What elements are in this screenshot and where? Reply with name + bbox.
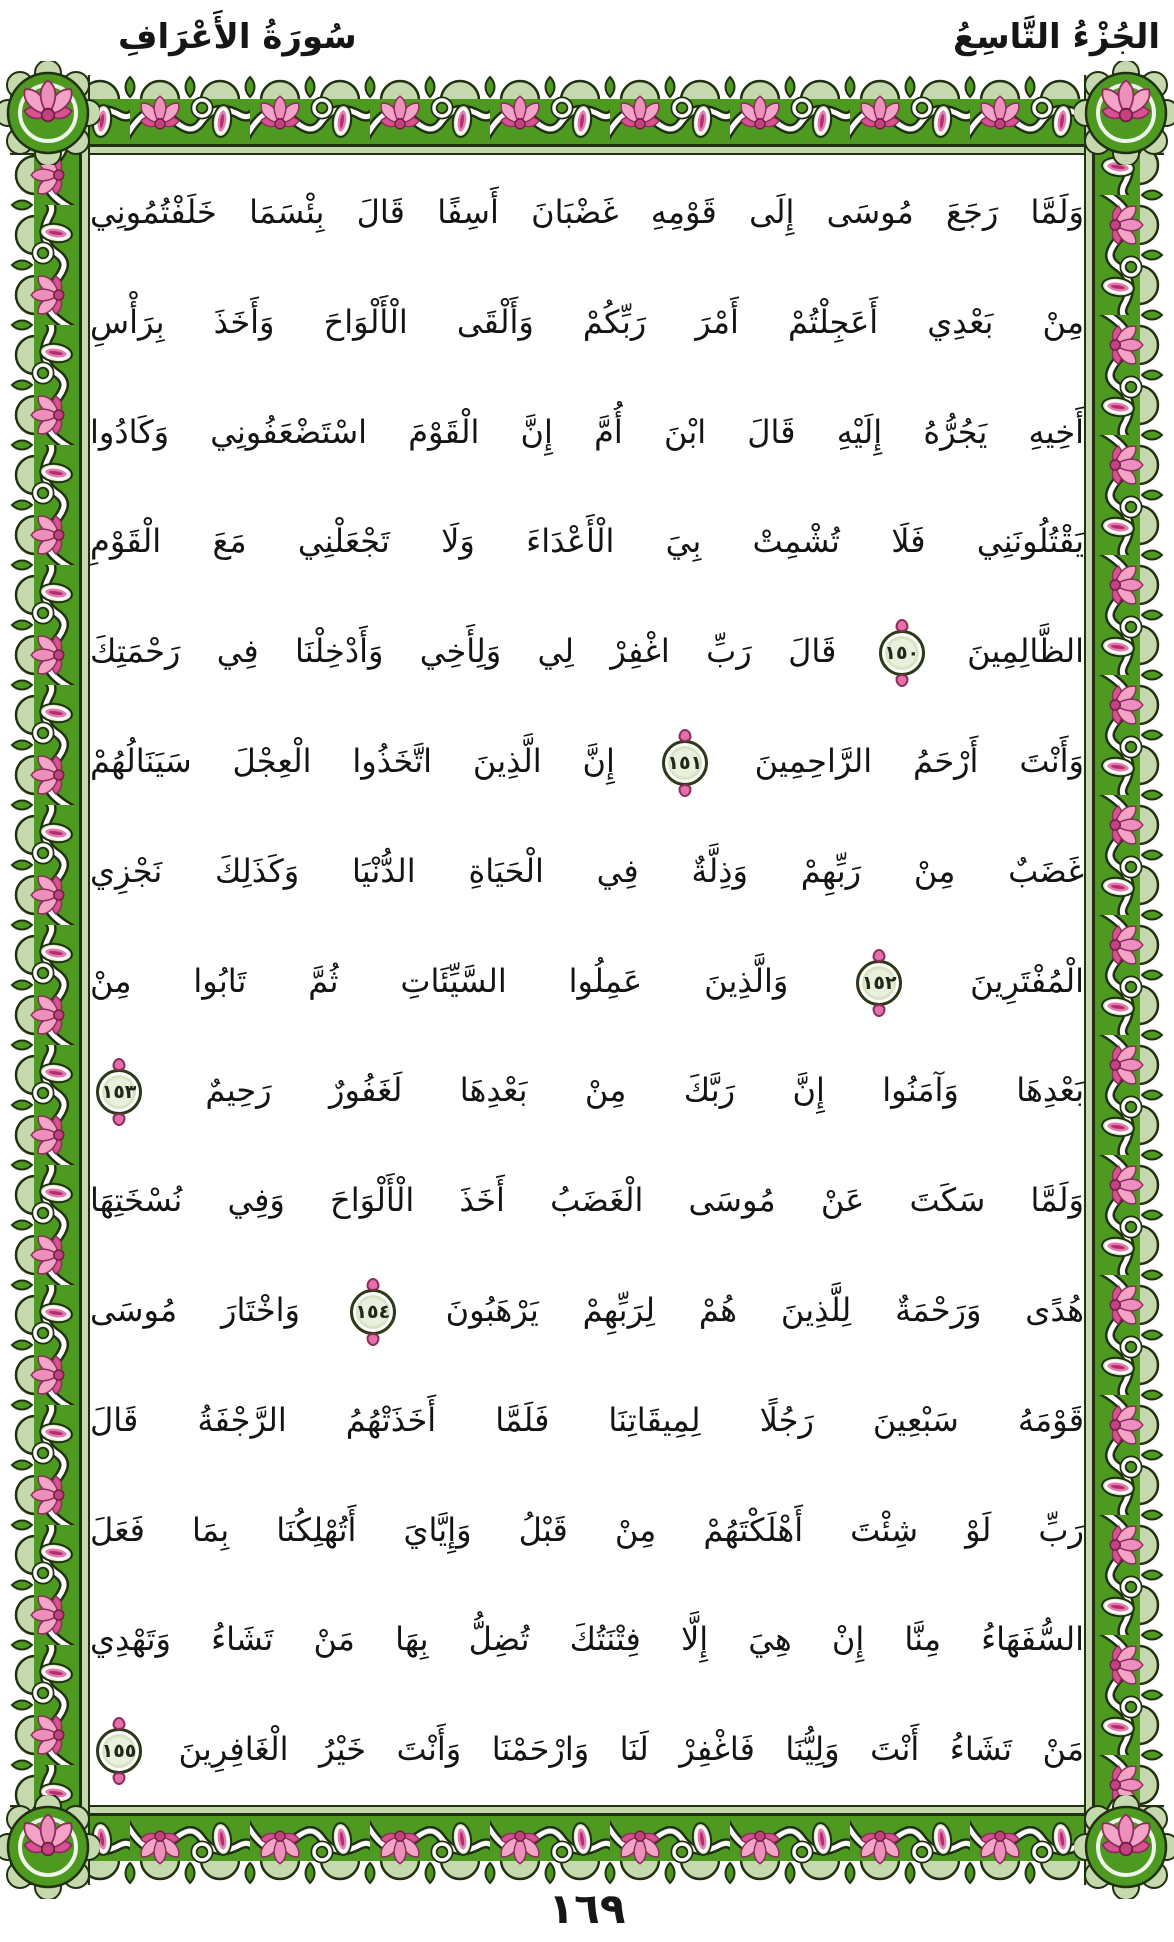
- quran-words: إِنَّ الَّذِينَ اتَّخَذُوا الْعِجْلَ سَيَنَالُهُمْ: [90, 741, 615, 780]
- juz-title: الجُزْءُ التَّاسِعُ: [952, 17, 1160, 57]
- quran-line: [90, 1476, 1084, 1586]
- quran-line: [90, 158, 1084, 268]
- quran-words: وَلَمَّا سَكَتَ عَنْ مُوسَى الْغَضَبُ أَخَذَ الْأَلْوَاحَ وَفِي نُسْخَتِهَا: [90, 1181, 1084, 1220]
- quran-words: غَضَبٌ مِنْ رَبِّهِمْ وَذِلَّةٌ فِي الْحَيَاةِ الدُّنْيَا وَكَذَلِكَ نَجْزِي: [90, 851, 1084, 890]
- aya-number: ١٥٥: [101, 1740, 137, 1763]
- aya-marker: [96, 1728, 142, 1774]
- quran-words: مَنْ تَشَاءُ أَنْتَ وَلِيُّنَا فَاغْفِرْ لَنَا وَارْحَمْنَا وَأَنْتَ خَيْرُ الْغَافِرِينَ: [178, 1730, 1084, 1769]
- corner-flower-top-left-icon: [0, 61, 100, 165]
- quran-line: [90, 1585, 1084, 1695]
- aya-marker: [662, 740, 708, 786]
- border-strip-right: [1084, 75, 1164, 1885]
- border-strip-left: [10, 75, 90, 1885]
- quran-words: قَالَ رَبِّ اغْفِرْ لِي وَلِأَخِي وَأَدْخِلْنَا فِي رَحْمَتِكَ: [90, 632, 837, 671]
- quran-words: وَالَّذِينَ عَمِلُوا السَّيِّئَاتِ ثُمَّ تَابُوا مِنْ: [90, 961, 789, 1000]
- quran-words: بَعْدِهَا وَآمَنُوا إِنَّ رَبَّكَ مِنْ بَعْدِهَا لَغَفُورٌ رَحِيمٌ: [205, 1071, 1084, 1110]
- quran-line: [90, 268, 1084, 378]
- quran-line: [90, 707, 1084, 817]
- quran-text: [90, 158, 1084, 1806]
- quran-words: أَخِيهِ يَجُرُّهُ إِلَيْهِ قَالَ ابْنَ أُمَّ إِنَّ الْقَوْمَ اسْتَضْعَفُونِي وَكَادُوا: [90, 412, 1084, 451]
- quran-words: الْمُفْتَرِينَ: [970, 961, 1084, 1000]
- aya-number: ١٥٤: [355, 1300, 391, 1323]
- aya-number: ١٥١: [667, 751, 703, 774]
- aya-marker: [856, 960, 902, 1006]
- quran-line: [90, 1146, 1084, 1256]
- corner-flower-top-right-icon: [1074, 61, 1174, 165]
- page-header: [0, 6, 1174, 68]
- quran-words: رَبِّ لَوْ شِئْتَ أَهْلَكْتَهُمْ مِنْ قَبْلُ وَإِيَّايَ أَتُهْلِكُنَا بِمَا فَعَلَ: [90, 1510, 1084, 1549]
- quran-words: قَوْمَهُ سَبْعِينَ رَجُلًا لِمِيقَاتِنَا فَلَمَّا أَخَذَتْهُمُ الرَّجْفَةُ قَالَ: [90, 1400, 1084, 1439]
- surah-title: سُورَةُ الأَعْرَافِ: [118, 17, 357, 57]
- quran-line: [90, 927, 1084, 1037]
- quran-words: وَأَنْتَ أَرْحَمُ الرَّاحِمِينَ: [754, 741, 1084, 780]
- quran-line: [90, 1366, 1084, 1476]
- quran-line: [90, 817, 1084, 927]
- border-strip-top: [10, 75, 1164, 155]
- border-strip-bottom: [10, 1805, 1164, 1885]
- quran-words: يَقْتُلُونَنِي فَلَا تُشْمِتْ بِيَ الْأَعْدَاءَ وَلَا تَجْعَلْنِي مَعَ الْقَوْمِ: [90, 522, 1084, 561]
- quran-words: مِنْ بَعْدِي أَعَجِلْتُمْ أَمْرَ رَبِّكُمْ وَأَلْقَى الْأَلْوَاحَ وَأَخَذَ بِرَأْسِ: [90, 302, 1084, 341]
- quran-line: [90, 1695, 1084, 1805]
- page-number: ١٦٩: [548, 1884, 626, 1933]
- quran-words: السُّفَهَاءُ مِنَّا إِنْ هِيَ إِلَّا فِتْنَتُكَ تُضِلُّ بِهَا مَنْ تَشَاءُ وَتَهْدِي: [90, 1620, 1084, 1659]
- quran-line: [90, 378, 1084, 488]
- quran-words: الظَّالِمِينَ: [967, 632, 1084, 671]
- quran-words: وَاخْتَارَ مُوسَى: [90, 1290, 300, 1329]
- quran-words: وَلَمَّا رَجَعَ مُوسَى إِلَى قَوْمِهِ غَضْبَانَ أَسِفًا قَالَ بِئْسَمَا خَلَفْتُمُونِي: [90, 193, 1084, 231]
- quran-line: [90, 597, 1084, 707]
- aya-number: ١٥٢: [861, 971, 897, 994]
- quran-line: [90, 1256, 1084, 1366]
- quran-words: هُدًى وَرَحْمَةٌ لِلَّذِينَ هُمْ لِرَبِّهِمْ يَرْهَبُونَ: [445, 1290, 1084, 1329]
- aya-number: ١٥٣: [101, 1081, 137, 1104]
- quran-line: [90, 1036, 1084, 1146]
- quran-line: [90, 487, 1084, 597]
- aya-marker: [350, 1289, 396, 1335]
- aya-number: ١٥٠: [884, 642, 920, 665]
- aya-marker: [96, 1069, 142, 1115]
- aya-marker: [879, 630, 925, 676]
